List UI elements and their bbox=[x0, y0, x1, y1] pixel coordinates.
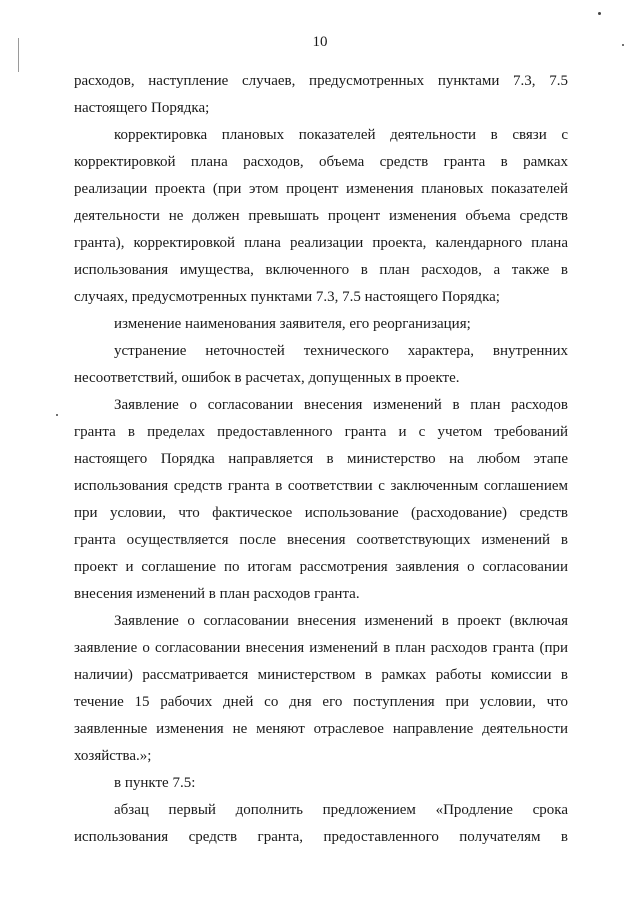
text-line: настоящего Порядка направляется в министерство на любом этапе bbox=[74, 451, 568, 467]
scan-speck bbox=[598, 12, 601, 15]
text-line: использования средств гранта, предоставленного получателям в bbox=[74, 829, 568, 845]
text-line: наличии) рассматривается министерством в рамках работы комиссии в bbox=[74, 667, 568, 683]
text-line: заявление о согласовании внесения изменений в план расходов гранта (при bbox=[74, 640, 568, 656]
text-line: настоящего Порядка; bbox=[74, 100, 210, 116]
text-line: использования средств гранта в соответствии с заключенным соглашением bbox=[74, 478, 568, 494]
scan-speck bbox=[56, 414, 58, 416]
text-line: устранение неточностей технического характера, внутренних bbox=[114, 343, 568, 359]
text-line: изменение наименования заявителя, его реорганизация; bbox=[114, 316, 471, 332]
text-line: реализации проекта (при этом процент изменения плановых показателей bbox=[74, 181, 568, 197]
text-line: гранта в пределах предоставленного гранта и с учетом требований bbox=[74, 424, 568, 440]
text-line: при условии, что фактическое использование (расходование) средств bbox=[74, 505, 568, 521]
text-line: корректировка плановых показателей деятельности в связи с bbox=[114, 127, 568, 143]
text-line: несоответствий, ошибок в расчетах, допущенных в проекте. bbox=[74, 370, 460, 386]
text-line: проект и соглашение по итогам рассмотрения заявления о согласовании bbox=[74, 559, 568, 575]
text-line: гранта осуществляется после внесения соответствующих изменений в bbox=[74, 532, 568, 548]
text-line: корректировкой плана расходов, объема средств гранта в рамках bbox=[74, 154, 568, 170]
document-body bbox=[74, 68, 568, 851]
text-line: деятельности не должен превышать процент изменения объема средств bbox=[74, 208, 568, 224]
text-line: Заявление о согласовании внесения изменений в проект (включая bbox=[114, 613, 568, 629]
text-line: хозяйства.»; bbox=[74, 748, 152, 764]
text-line: использования имущества, включенного в план расходов, а также в bbox=[74, 262, 568, 278]
text-line: в пункте 7.5: bbox=[114, 775, 196, 791]
page-number: 10 bbox=[312, 34, 328, 50]
text-line: абзац первый дополнить предложением «Продление срока bbox=[114, 802, 568, 818]
text-line: заявленные изменения не меняют отраслевое направление деятельности bbox=[74, 721, 568, 737]
text-line: внесения изменений в план расходов гранта. bbox=[74, 586, 360, 602]
text-line: течение 15 рабочих дней со дня его поступления при условии, что bbox=[74, 694, 568, 710]
text-line: Заявление о согласовании внесения изменений в план расходов bbox=[114, 397, 568, 413]
text-line: случаях, предусмотренных пунктами 7.3, 7.5 настоящего Порядка; bbox=[74, 289, 500, 305]
text-line: гранта), корректировкой плана реализации проекта, календарного плана bbox=[74, 235, 568, 251]
text-line: расходов, наступление случаев, предусмотренных пунктами 7.3, 7.5 bbox=[74, 73, 568, 89]
